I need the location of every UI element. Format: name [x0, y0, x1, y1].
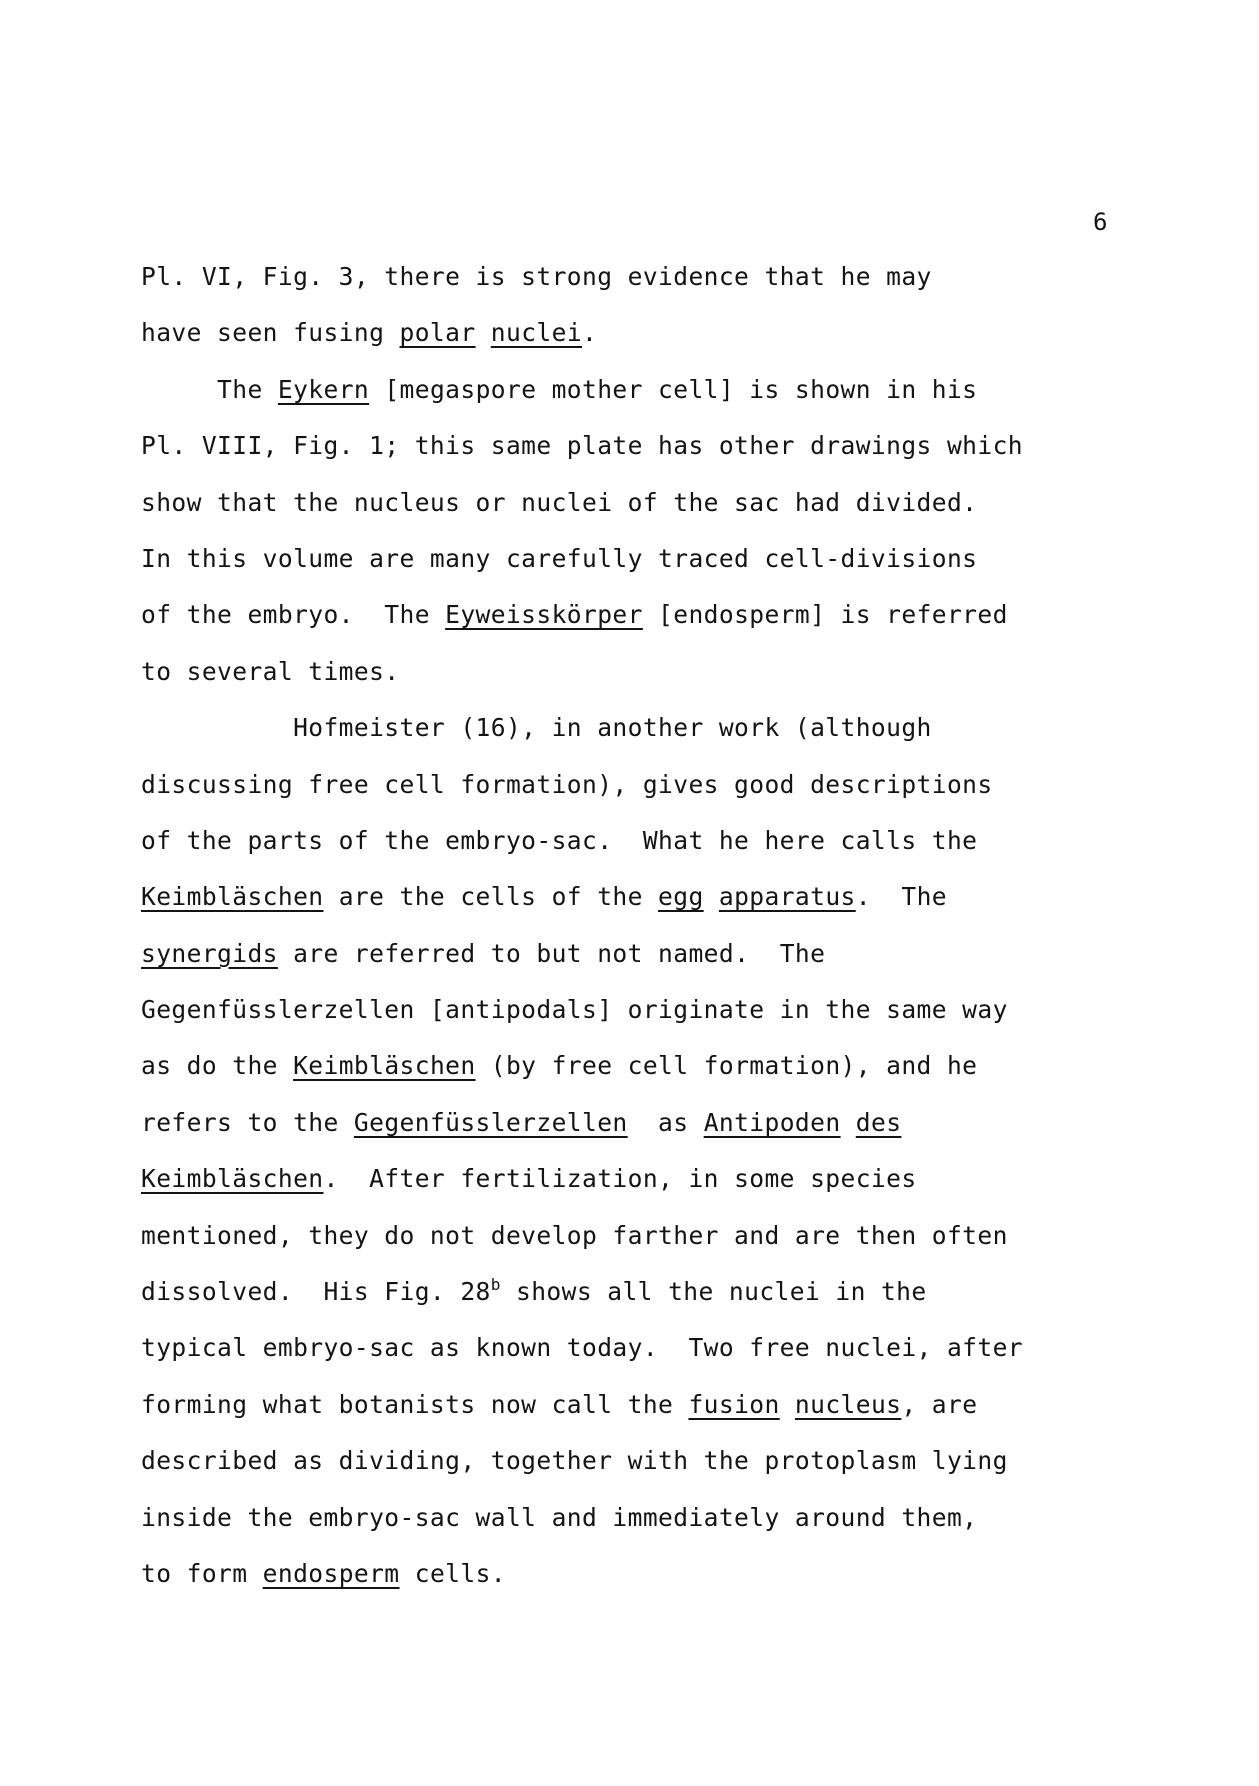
text-line: Pl. VI, Fig. 3, there is strong evidence that he may: [141, 262, 932, 291]
underlined-term: apparatus: [718, 882, 856, 912]
underlined-term: fusion: [688, 1389, 780, 1419]
text-line: Pl. VIII, Fig. 1; this same plate has other drawings which: [141, 431, 1023, 461]
text-line: synergids are referred to but not named. The: [141, 938, 826, 968]
underlined-term: Gegenfüsslerzellen: [353, 1107, 628, 1137]
underlined-term: Keimbläschen: [293, 1051, 476, 1081]
underlined-term: synergids: [141, 938, 278, 968]
text-line: forming what botanists now call the fusion nucleus, are: [141, 1389, 978, 1419]
text-line: Gegenfüsslerzellen [antipodals] originate in the same way: [141, 995, 1008, 1025]
underlined-term: egg: [658, 882, 704, 912]
underlined-term: Antipoden: [703, 1107, 841, 1137]
text-line: Keimbläschen are the cells of the egg apparatus. The: [141, 882, 948, 912]
text-line: refers to the Gegenfüsslerzellen as Antipoden des: [141, 1107, 902, 1137]
underlined-term: Eykern: [277, 374, 370, 404]
superscript: b: [490, 1275, 501, 1295]
underlined-term: Keimbläschen: [141, 882, 324, 912]
text-line: to form endosperm cells.: [141, 1558, 506, 1588]
underlined-term: Keimbläschen: [141, 1164, 324, 1194]
text-line: to several times.: [141, 656, 400, 686]
text-line: Keimbläschen. After fertilization, in some species: [141, 1164, 917, 1194]
underlined-term: nuclei: [490, 318, 583, 348]
text-line: discussing free cell formation), gives good descriptions: [141, 769, 993, 799]
body-text: [141, 262, 1161, 1615]
text-line: have seen fusing polar nuclei.: [141, 318, 598, 348]
text-line: of the embryo. The Eyweisskörper [endosperm] is referred: [141, 600, 1008, 630]
text-line: Hofmeister (16), in another work (although: [141, 713, 932, 743]
underlined-term: nucleus: [794, 1389, 902, 1419]
page-number: 6: [1093, 208, 1108, 236]
text-line: show that the nucleus or nuclei of the sac had divided.: [141, 487, 978, 517]
underlined-term: polar: [399, 318, 476, 348]
underlined-term: Eyweisskörper: [445, 600, 643, 630]
text-line: In this volume are many carefully traced cell-divisions: [141, 543, 978, 573]
text-line: dissolved. His Fig. 28$^b$ shows all the nuclei in the: [141, 1275, 927, 1307]
text-line: described as dividing, together with the protoplasm lying: [141, 1446, 1008, 1476]
text-line: mentioned, they do not develop farther and are then often: [141, 1220, 1008, 1250]
underlined-term: des: [855, 1107, 902, 1137]
text-line: typical embryo-sac as known today. Two free nuclei, after: [141, 1333, 1023, 1363]
text-line: of the parts of the embryo-sac. What he here calls the: [141, 825, 978, 855]
text-line: as do the Keimbläschen (by free cell formation), and he: [141, 1051, 978, 1081]
underlined-term: endosperm: [262, 1558, 400, 1588]
text-line: inside the embryo-sac wall and immediately around them,: [141, 1502, 978, 1532]
text-line: The Eykern [megaspore mother cell] is shown in his: [141, 374, 978, 404]
